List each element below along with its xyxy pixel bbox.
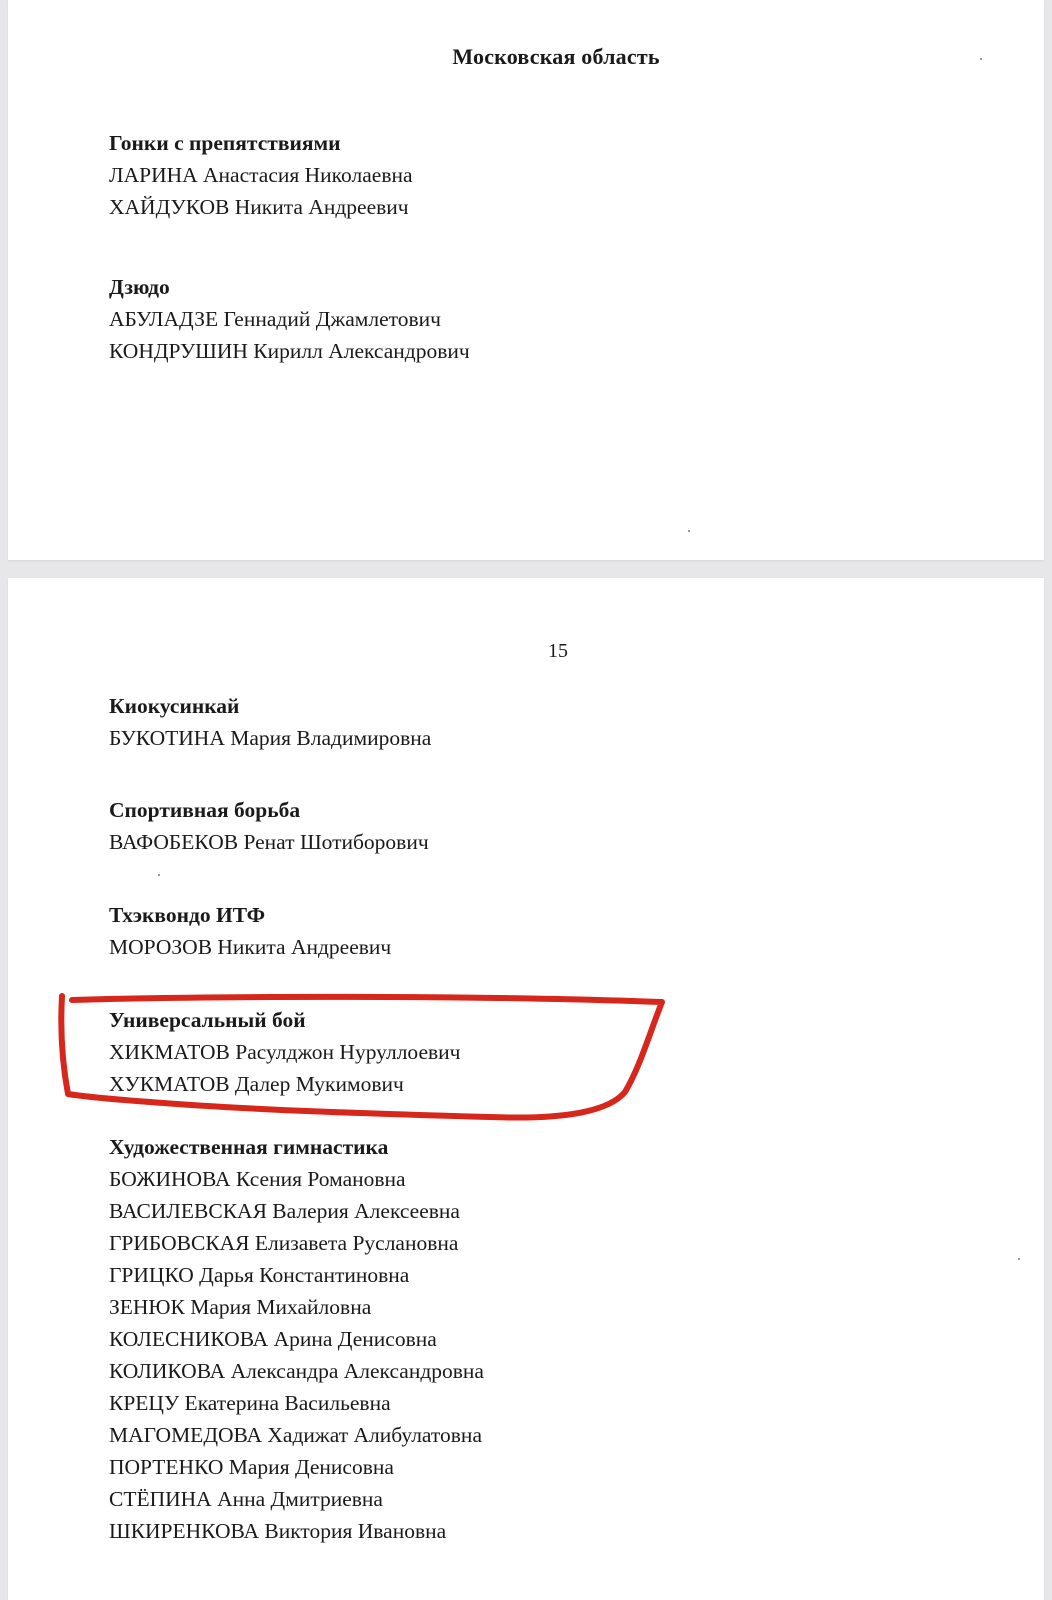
person-name: ГРИБОВСКАЯ Елизавета Руслановна xyxy=(109,1231,459,1255)
person-name: АБУЛАДЗЕ Геннадий Джамлетович xyxy=(109,307,441,331)
section-obstacle-racing xyxy=(109,127,413,223)
person-name: БОЖИНОВА Ксения Романовна xyxy=(109,1167,406,1191)
section-kyokushin xyxy=(109,690,431,754)
person-name: БУКОТИНА Мария Владимировна xyxy=(109,726,432,750)
section-heading: Киокусинкай xyxy=(109,694,240,718)
scan-speck xyxy=(980,58,982,60)
region-title: Московская область xyxy=(452,44,660,69)
document-page-2 xyxy=(8,578,1044,1600)
person-name: ВАФОБЕКОВ Ренат Шотиборович xyxy=(109,830,429,854)
person-name: ЗЕНЮК Мария Михайловна xyxy=(109,1295,372,1319)
section-judo xyxy=(109,271,470,367)
section-heading: Художественная гимнастика xyxy=(109,1135,389,1159)
person-name: ПОРТЕНКО Мария Денисовна xyxy=(109,1455,394,1479)
scan-speck xyxy=(688,530,690,532)
person-name: СТЁПИНА Анна Дмитриевна xyxy=(109,1487,383,1511)
person-name: МАГОМЕДОВА Хадижат Алибулатовна xyxy=(109,1423,482,1447)
section-heading: Дзюдо xyxy=(109,275,170,299)
scan-speck xyxy=(1018,1258,1020,1260)
section-heading: Универсальный бой xyxy=(109,1008,306,1032)
person-name: ШКИРЕНКОВА Виктория Ивановна xyxy=(109,1519,447,1543)
document-page-1 xyxy=(8,0,1044,560)
person-name: ХАЙДУКОВ Никита Андреевич xyxy=(109,195,409,219)
person-name: КОЛИКОВА Александра Александровна xyxy=(109,1359,484,1383)
section-rhythmic-gymnastics xyxy=(109,1131,484,1547)
person-name: КОНДРУШИН Кирилл Александрович xyxy=(109,339,470,363)
section-heading: Спортивная борьба xyxy=(109,798,301,822)
person-name: ЛАРИНА Анастасия Николаевна xyxy=(109,163,413,187)
person-name: ГРИЦКО Дарья Константиновна xyxy=(109,1263,410,1287)
section-heading: Тхэквондо ИТФ xyxy=(109,903,266,927)
person-name: КОЛЕСНИКОВА Арина Денисовна xyxy=(109,1327,437,1351)
person-name: КРЕЦУ Екатерина Васильевна xyxy=(109,1391,391,1415)
person-name: ХУКМАТОВ Далер Мукимович xyxy=(109,1072,404,1096)
person-name: ВАСИЛЕВСКАЯ Валерия Алексеевна xyxy=(109,1199,460,1223)
section-taekwondo-itf xyxy=(109,899,391,963)
section-sport-wrestling xyxy=(109,794,429,858)
section-universal-fight xyxy=(109,1004,460,1100)
section-heading: Гонки с препятствиями xyxy=(109,131,341,155)
person-name: МОРОЗОВ Никита Андреевич xyxy=(109,935,392,959)
person-name: ХИКМАТОВ Расулджон Нуруллоевич xyxy=(109,1040,461,1064)
scan-speck xyxy=(158,874,160,876)
page-number: 15 xyxy=(548,640,568,662)
